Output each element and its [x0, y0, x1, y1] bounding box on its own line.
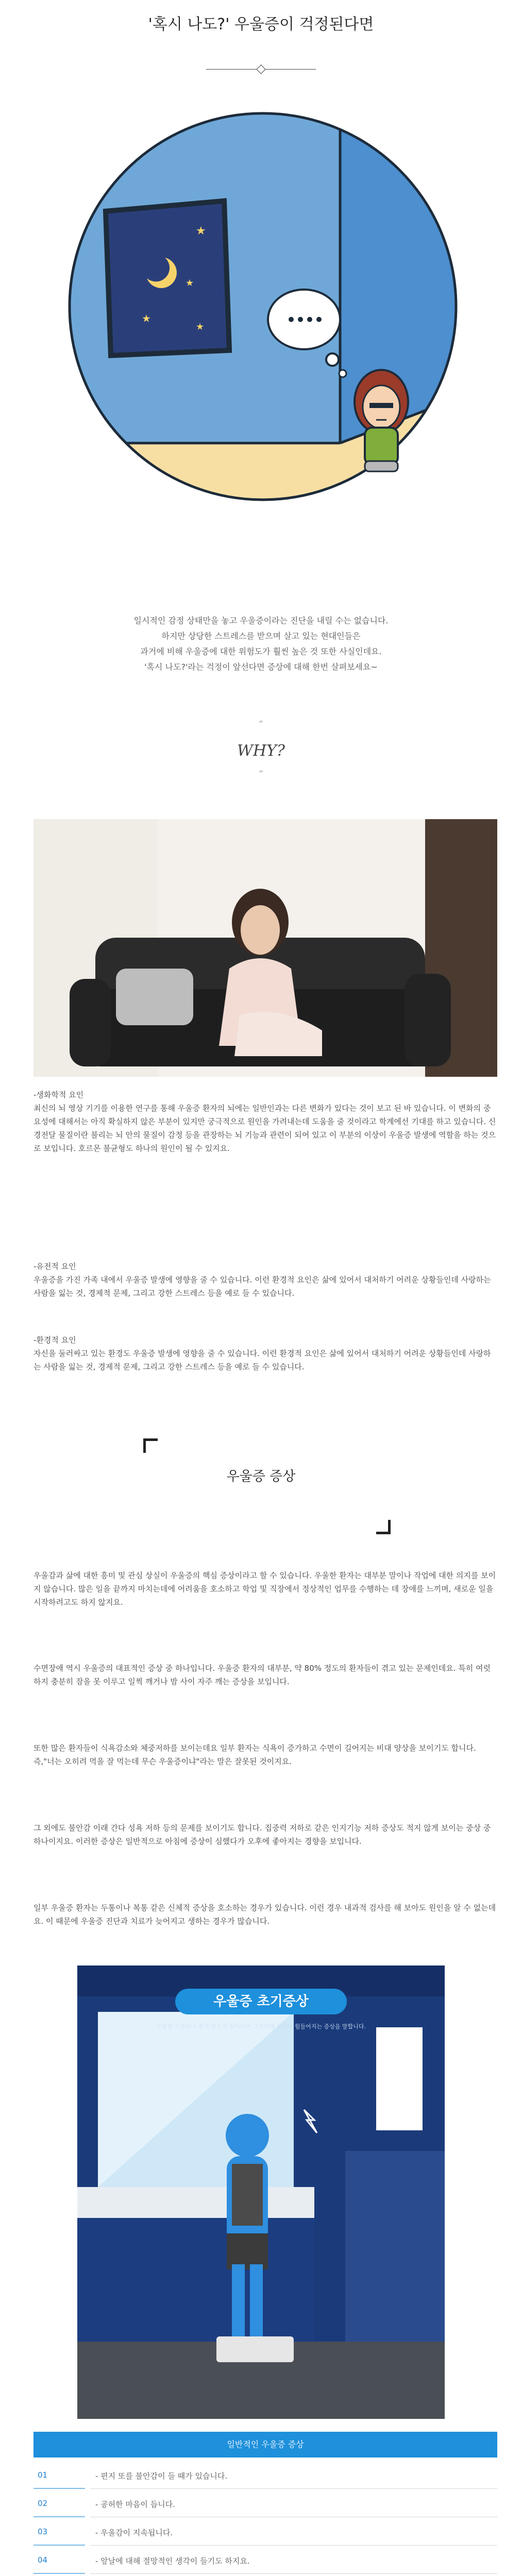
infographic-subtitle: 우울한 기분이나 흥미 감소가 일어나며 그로인해 생활이 힘들어지는 증상을 말합니다. — [156, 2023, 366, 2030]
why-heading: WHY? — [237, 742, 285, 760]
svg-text:★: ★ — [186, 278, 194, 289]
list-item — [33, 2493, 497, 2517]
item-text: - 편지 또를 불안감이 들 때가 있습니다. — [95, 2471, 228, 2481]
svg-text:★: ★ — [196, 321, 205, 332]
symptom-paragraph: 수면장애 역시 우울증의 대표적인 증상 중 하나입니다. 우울증 환자의 대부분, 약 80% 정도의 환자들이 겪고 있는 문제인데요. 특히 여럿하지 충분히 잠을 못 이루고 일찍 깨거나 밤 사이 자주 깨는 증상을 보입니다. — [33, 1664, 491, 1686]
cause-block — [33, 1333, 497, 1374]
title-divider — [206, 64, 316, 75]
list-item — [33, 2521, 497, 2546]
symptom-paragraph: 우울감과 삶에 대한 흥미 및 관심 상실이 우울증의 핵심 증상이라고 할 수 있습니다. 우울한 환자는 대부분 말이나 작업에 대한 의지를 보이지 않습니다. 많은 일을 끝까지 마치는데에 어려움을 호소하고 학업 및 직장에서 정상적인 업무를 수행하는 데 장애를 느끼며, 새로운 일을 시작하려고도 하지 않지요. — [33, 1571, 496, 1607]
intro-line: '혹시 나도?'라는 걱정이 앞선다면 증상에 대해 한번 살펴보세요~ — [144, 662, 378, 672]
cause-heading: -생화학적 요인 — [33, 1090, 84, 1099]
intro-line: 하지만 상당한 스트레스를 받으며 살고 있는 현대인들은 — [161, 631, 361, 641]
intro-line: 일시적인 감정 상태만을 놓고 우울증이라는 진단을 내릴 수는 없습니다. — [133, 616, 389, 625]
cause-body: 최신의 뇌 영상 기기를 이용한 연구를 통해 우울증 환자의 뇌에는 일반인과는 다른 변화가 있다는 것이 보고 된 바 있습니다. 이 변화의 중요성에 대해서는 아직 확실하지 않은 부분이 있지만 궁극적으로 원인을 가려내는데 도움을 줄 것이라고 학계에선 기대를 하고 있습니다. 신경전달 물질이란 불리는 뇌 안의 물질이 감정 등을 관장하는 뇌 기능과 관련이 되어 있고 이 부분의 이상이 우울증 발생에 역할을 하는 것으로 보입니다. 호르몬 불균형도 하나의 원인이 될 수 있지요. — [33, 1104, 496, 1153]
item-number: 01 — [38, 2470, 48, 2480]
woman-on-sofa-photo — [33, 819, 497, 1077]
item-number: 02 — [38, 2499, 48, 2508]
cause-heading: -환경적 요인 — [33, 1335, 76, 1345]
intro-line: 과거에 비해 우울증에 대한 위험도가 훨씬 높은 것 또한 사실인데요. — [140, 647, 382, 656]
intro-text — [77, 613, 445, 675]
corner-bracket-top-left — [143, 1438, 158, 1453]
item-text: - 우울감이 지속됩니다. — [95, 2528, 173, 2537]
close-quote: ” — [259, 769, 263, 778]
list-item — [33, 2464, 497, 2489]
item-text: - 공허한 마음이 듭니다. — [95, 2500, 175, 2509]
infographic-title-badge: 우울증 초기증상 — [175, 1989, 347, 2014]
open-quote: “ — [259, 719, 263, 728]
symptom-paragraph: 그 외에도 불안감 이래 간다 성욕 저하 등의 문제를 보이기도 합니다. 집중력 저하로 같은 인지기능 저하 증상도 적지 않게 보이는 중상 중 하나이지요. 이러한 증상은 일반적으로 아침에 증상이 심했다가 오후에 좋아지는 경향을 보입니다. — [33, 1823, 491, 1846]
svg-text:★: ★ — [142, 312, 151, 325]
list-item — [33, 2549, 497, 2574]
page-title: '혹시 나도?' 우울증이 걱정된다면 — [148, 15, 374, 33]
cause-body: 우울증을 가진 가족 내에서 우울증 발생에 영향을 줄 수 있습니다. 이런 환경적 요인은 삶에 있어서 대처하기 어려운 상황들인데 사랑하는 사람을 잃는 것, 경제적 문제, 그리고 강한 스트레스 등을 예로 들 수 있습니다. — [33, 1275, 491, 1298]
room-illustration — [64, 108, 461, 505]
item-text: - 앞날에 대해 절망적인 생각이 들기도 하지요. — [95, 2556, 250, 2566]
early-symptoms-infographic — [77, 1965, 445, 2419]
symptom-paragraph: 또한 많은 환자들이 식욕감소와 체중저하를 보이는데요 일부 환자는 식욕이 증가하고 수면이 길어지는 비대 양상을 보이기도 합니다. 즉,"너는 오히려 먹을 잘 먹는데 무슨 우울증이냐"라는 말은 잘못된 것이지요. — [33, 1743, 476, 1766]
corner-bracket-bottom-right — [376, 1520, 391, 1534]
night-window — [106, 201, 229, 355]
cause-heading: -유전적 요인 — [33, 1262, 76, 1271]
symptom-list-header: 일반적인 우울증 증상 — [33, 2432, 497, 2458]
cause-block — [33, 1088, 497, 1155]
item-number: 03 — [38, 2527, 48, 2536]
cause-body: 자신을 둘러싸고 있는 환경도 우울증 발생에 영향을 줄 수 있습니다. 이런 환경적 요인은 삶에 있어서 대처하기 어려운 상황들인데 사랑하는 사람을 잃는 것, 경제적 문제, 그리고 강한 스트레스 등을 예로 들 수 있습니다. — [33, 1349, 491, 1371]
symptom-paragraph: 일부 우울증 환자는 두통이나 복통 같은 신체적 증상을 호소하는 경우가 있습니다. 이런 경우 내과적 검사를 해 보아도 원인을 알 수 없는데요. 이 때문에 우울증 진단과 치료가 늦어지고 생하는 경우가 많습니다. — [33, 1903, 496, 1926]
cause-block — [33, 1260, 497, 1300]
item-number: 04 — [38, 2555, 48, 2565]
section-title: 우울증 증상 — [226, 1469, 296, 1484]
svg-text:★: ★ — [196, 225, 206, 238]
